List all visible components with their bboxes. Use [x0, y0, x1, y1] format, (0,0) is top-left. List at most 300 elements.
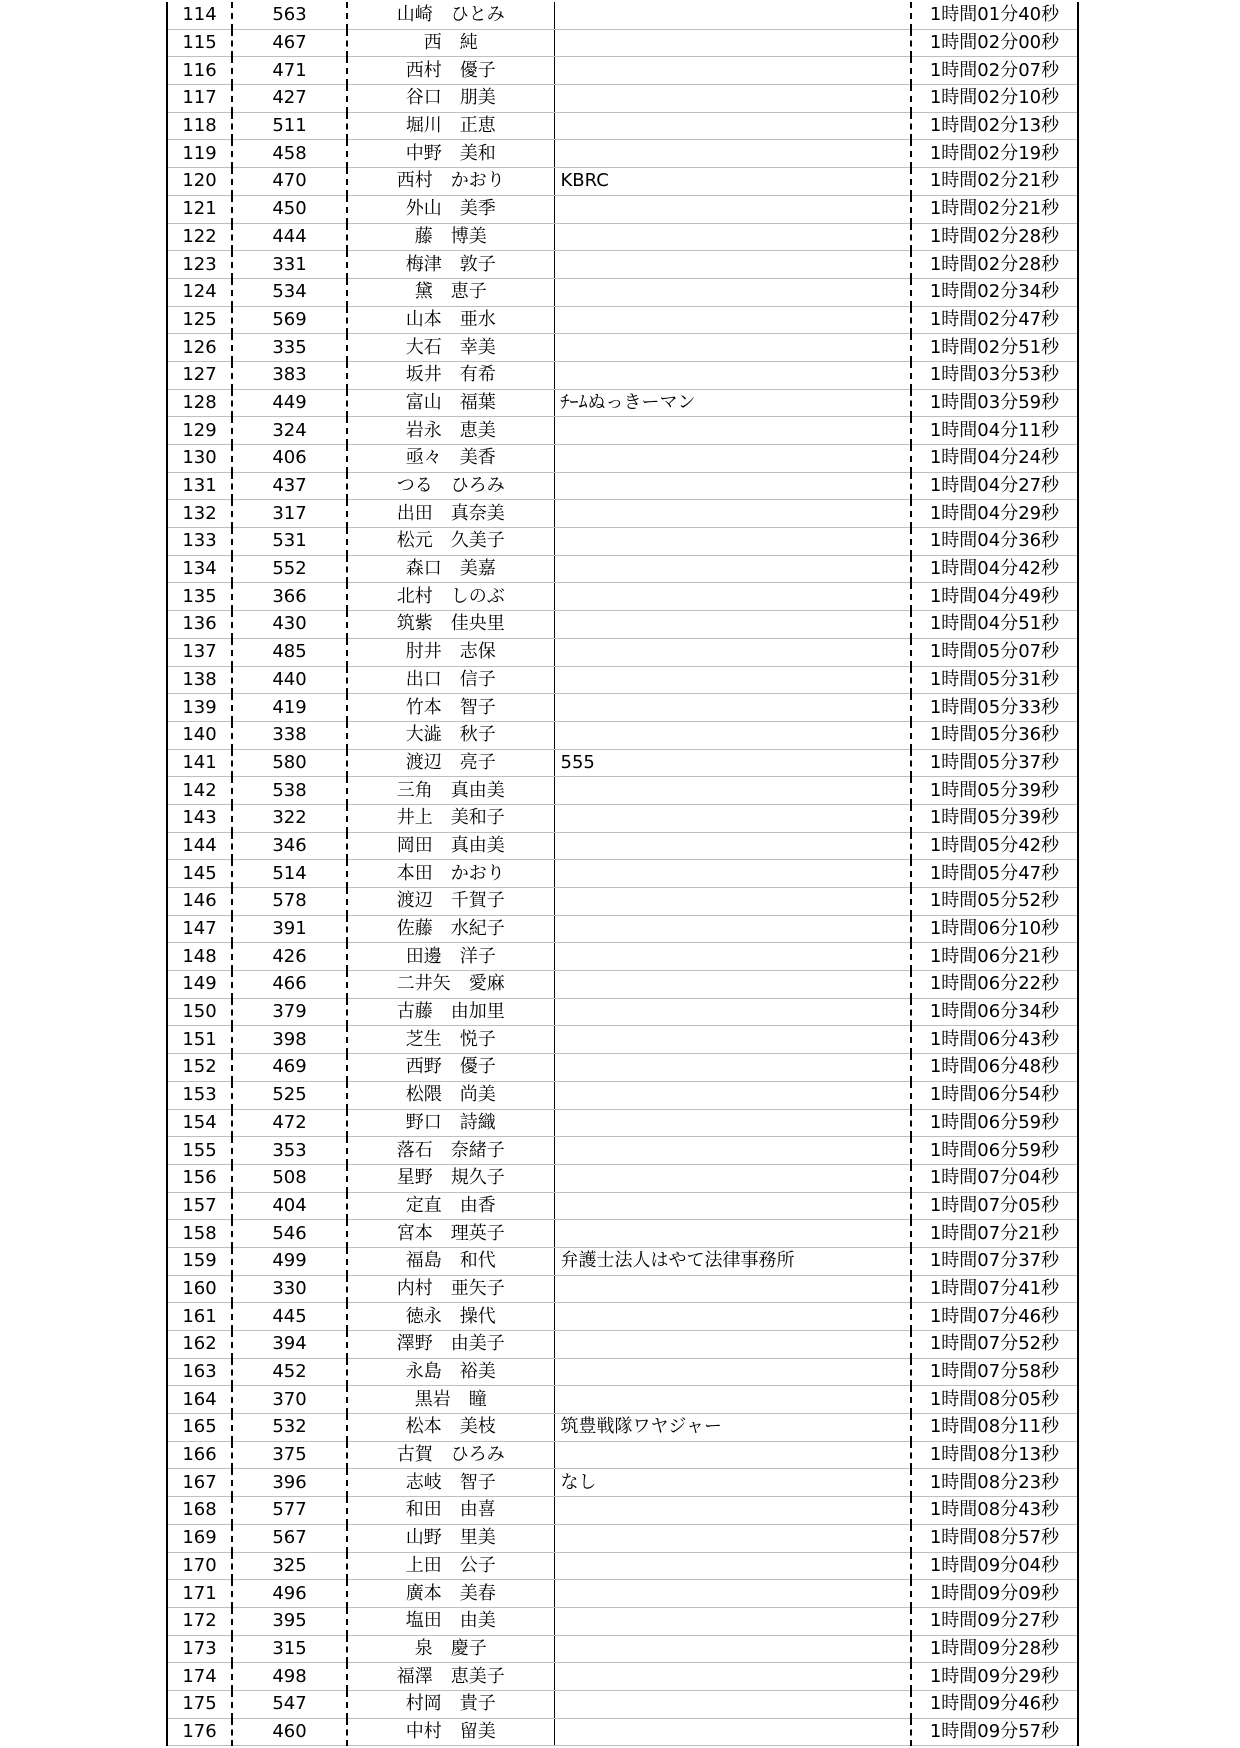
team-name-cell: 筑豊戦隊ワヤジャー [554, 1414, 911, 1442]
runner-name-cell: 古藤 由加里 [347, 998, 554, 1026]
table-row [167, 1580, 1078, 1608]
finish-time-cell: 1時間08分23秒 [911, 1469, 1078, 1497]
finish-time-cell: 1時間05分42秒 [911, 832, 1078, 860]
rank-cell: 131 [167, 472, 232, 500]
table-row [167, 85, 1078, 113]
table-row [167, 1220, 1078, 1248]
team-name-cell [554, 472, 911, 500]
rank-cell: 159 [167, 1247, 232, 1275]
team-name-cell [554, 528, 911, 556]
rank-cell: 158 [167, 1220, 232, 1248]
bib-number-cell: 335 [232, 334, 347, 362]
bib-number-cell: 534 [232, 278, 347, 306]
bib-number-cell: 394 [232, 1331, 347, 1359]
table-row [167, 1026, 1078, 1054]
bib-number-cell: 419 [232, 694, 347, 722]
team-name-cell [554, 29, 911, 57]
finish-time-cell: 1時間02分47秒 [911, 306, 1078, 334]
bib-number-cell: 577 [232, 1497, 347, 1525]
finish-time-cell: 1時間02分00秒 [911, 29, 1078, 57]
table-row [167, 1386, 1078, 1414]
team-name-cell [554, 417, 911, 445]
table-row [167, 1331, 1078, 1359]
runner-name-cell: 西村 優子 [347, 57, 554, 85]
runner-name-cell: 塩田 由美 [347, 1607, 554, 1635]
rank-cell: 160 [167, 1275, 232, 1303]
runner-name-cell: 竹本 智子 [347, 694, 554, 722]
bib-number-cell: 324 [232, 417, 347, 445]
bib-number-cell: 395 [232, 1607, 347, 1635]
rank-cell: 128 [167, 389, 232, 417]
table-row [167, 306, 1078, 334]
rank-cell: 176 [167, 1718, 232, 1746]
finish-time-cell: 1時間09分46秒 [911, 1690, 1078, 1718]
rank-cell: 117 [167, 85, 232, 113]
finish-time-cell: 1時間09分28秒 [911, 1635, 1078, 1663]
runner-name-cell: 泉 慶子 [347, 1635, 554, 1663]
team-name-cell [554, 1192, 911, 1220]
runner-name-cell: 大石 幸美 [347, 334, 554, 362]
bib-number-cell: 325 [232, 1552, 347, 1580]
bib-number-cell: 452 [232, 1358, 347, 1386]
table-row [167, 195, 1078, 223]
rank-cell: 147 [167, 915, 232, 943]
rank-cell: 148 [167, 943, 232, 971]
finish-time-cell: 1時間02分13秒 [911, 112, 1078, 140]
bib-number-cell: 472 [232, 1109, 347, 1137]
rank-cell: 171 [167, 1580, 232, 1608]
bib-number-cell: 496 [232, 1580, 347, 1608]
finish-time-cell: 1時間02分19秒 [911, 140, 1078, 168]
table-row [167, 832, 1078, 860]
team-name-cell [554, 1386, 911, 1414]
runner-name-cell: 西村 かおり [347, 168, 554, 196]
finish-time-cell: 1時間07分37秒 [911, 1247, 1078, 1275]
runner-name-cell: 本田 かおり [347, 860, 554, 888]
table-row [167, 915, 1078, 943]
finish-time-cell: 1時間04分11秒 [911, 417, 1078, 445]
rank-cell: 175 [167, 1690, 232, 1718]
table-row [167, 1552, 1078, 1580]
team-name-cell [554, 85, 911, 113]
finish-time-cell: 1時間04分27秒 [911, 472, 1078, 500]
team-name-cell [554, 1690, 911, 1718]
bib-number-cell: 404 [232, 1192, 347, 1220]
table-row [167, 888, 1078, 916]
finish-time-cell: 1時間07分52秒 [911, 1331, 1078, 1359]
runner-name-cell: 亟々 美香 [347, 445, 554, 473]
rank-cell: 156 [167, 1164, 232, 1192]
bib-number-cell: 426 [232, 943, 347, 971]
runner-name-cell: 井上 美和子 [347, 804, 554, 832]
runner-name-cell: 西 純 [347, 29, 554, 57]
runner-name-cell: 定直 由香 [347, 1192, 554, 1220]
finish-time-cell: 1時間06分10秒 [911, 915, 1078, 943]
team-name-cell [554, 1220, 911, 1248]
bib-number-cell: 552 [232, 555, 347, 583]
rank-cell: 167 [167, 1469, 232, 1497]
bib-number-cell: 445 [232, 1303, 347, 1331]
runner-name-cell: 佐藤 水紀子 [347, 915, 554, 943]
table-row [167, 140, 1078, 168]
team-name-cell: ﾁｰﾑぬっきーマン [554, 389, 911, 417]
finish-time-cell: 1時間06分59秒 [911, 1109, 1078, 1137]
runner-name-cell: 村岡 貴子 [347, 1690, 554, 1718]
rank-cell: 149 [167, 971, 232, 999]
table-row [167, 389, 1078, 417]
bib-number-cell: 317 [232, 500, 347, 528]
finish-time-cell: 1時間05分37秒 [911, 749, 1078, 777]
bib-number-cell: 467 [232, 29, 347, 57]
rank-cell: 134 [167, 555, 232, 583]
runner-name-cell: 外山 美季 [347, 195, 554, 223]
finish-time-cell: 1時間02分28秒 [911, 223, 1078, 251]
table-row [167, 2, 1078, 29]
finish-time-cell: 1時間07分41秒 [911, 1275, 1078, 1303]
bib-number-cell: 330 [232, 1275, 347, 1303]
finish-time-cell: 1時間08分43秒 [911, 1497, 1078, 1525]
finish-time-cell: 1時間09分27秒 [911, 1607, 1078, 1635]
rank-cell: 135 [167, 583, 232, 611]
runner-name-cell: つる ひろみ [347, 472, 554, 500]
table-row [167, 1497, 1078, 1525]
table-row [167, 749, 1078, 777]
results-table [166, 2, 1079, 1746]
rank-cell: 155 [167, 1137, 232, 1165]
team-name-cell [554, 445, 911, 473]
bib-number-cell: 567 [232, 1524, 347, 1552]
bib-number-cell: 379 [232, 998, 347, 1026]
table-row [167, 472, 1078, 500]
bib-number-cell: 383 [232, 361, 347, 389]
bib-number-cell: 508 [232, 1164, 347, 1192]
rank-cell: 172 [167, 1607, 232, 1635]
table-row [167, 1635, 1078, 1663]
finish-time-cell: 1時間06分21秒 [911, 943, 1078, 971]
finish-time-cell: 1時間07分21秒 [911, 1220, 1078, 1248]
runner-name-cell: 三角 真由美 [347, 777, 554, 805]
table-row [167, 721, 1078, 749]
team-name-cell [554, 888, 911, 916]
runner-name-cell: 中野 美和 [347, 140, 554, 168]
table-row [167, 555, 1078, 583]
finish-time-cell: 1時間08分57秒 [911, 1524, 1078, 1552]
bib-number-cell: 375 [232, 1441, 347, 1469]
runner-name-cell: 松隈 尚美 [347, 1081, 554, 1109]
finish-time-cell: 1時間04分42秒 [911, 555, 1078, 583]
table-row [167, 971, 1078, 999]
team-name-cell [554, 1303, 911, 1331]
finish-time-cell: 1時間04分51秒 [911, 611, 1078, 639]
team-name-cell [554, 943, 911, 971]
team-name-cell: 555 [554, 749, 911, 777]
finish-time-cell: 1時間04分29秒 [911, 500, 1078, 528]
rank-cell: 127 [167, 361, 232, 389]
runner-name-cell: 森口 美嘉 [347, 555, 554, 583]
table-row [167, 445, 1078, 473]
rank-cell: 145 [167, 860, 232, 888]
finish-time-cell: 1時間01分40秒 [911, 2, 1078, 29]
bib-number-cell: 499 [232, 1247, 347, 1275]
team-name-cell [554, 666, 911, 694]
rank-cell: 163 [167, 1358, 232, 1386]
runner-name-cell: 谷口 朋美 [347, 85, 554, 113]
table-row [167, 1663, 1078, 1691]
rank-cell: 173 [167, 1635, 232, 1663]
finish-time-cell: 1時間07分58秒 [911, 1358, 1078, 1386]
rank-cell: 166 [167, 1441, 232, 1469]
results-body [167, 2, 1078, 1746]
rank-cell: 123 [167, 251, 232, 279]
team-name-cell [554, 112, 911, 140]
finish-time-cell: 1時間07分46秒 [911, 1303, 1078, 1331]
finish-time-cell: 1時間05分31秒 [911, 666, 1078, 694]
finish-time-cell: 1時間02分10秒 [911, 85, 1078, 113]
runner-name-cell: 廣本 美春 [347, 1580, 554, 1608]
bib-number-cell: 391 [232, 915, 347, 943]
table-row [167, 500, 1078, 528]
finish-time-cell: 1時間06分59秒 [911, 1137, 1078, 1165]
runner-name-cell: 山野 里美 [347, 1524, 554, 1552]
runner-name-cell: 岩永 恵美 [347, 417, 554, 445]
team-name-cell [554, 57, 911, 85]
team-name-cell [554, 1718, 911, 1746]
runner-name-cell: 澤野 由美子 [347, 1331, 554, 1359]
rank-cell: 133 [167, 528, 232, 556]
finish-time-cell: 1時間04分24秒 [911, 445, 1078, 473]
runner-name-cell: 和田 由喜 [347, 1497, 554, 1525]
runner-name-cell: 上田 公子 [347, 1552, 554, 1580]
runner-name-cell: 坂井 有希 [347, 361, 554, 389]
table-row [167, 1247, 1078, 1275]
bib-number-cell: 460 [232, 1718, 347, 1746]
table-row [167, 57, 1078, 85]
bib-number-cell: 370 [232, 1386, 347, 1414]
team-name-cell [554, 1054, 911, 1082]
team-name-cell [554, 777, 911, 805]
runner-name-cell: 北村 しのぶ [347, 583, 554, 611]
table-row [167, 1690, 1078, 1718]
table-row [167, 1607, 1078, 1635]
bib-number-cell: 532 [232, 1414, 347, 1442]
team-name-cell [554, 1026, 911, 1054]
bib-number-cell: 449 [232, 389, 347, 417]
rank-cell: 124 [167, 278, 232, 306]
team-name-cell [554, 804, 911, 832]
runner-name-cell: 出田 真奈美 [347, 500, 554, 528]
finish-time-cell: 1時間08分05秒 [911, 1386, 1078, 1414]
finish-time-cell: 1時間05分39秒 [911, 777, 1078, 805]
runner-name-cell: 堀川 正恵 [347, 112, 554, 140]
table-row [167, 334, 1078, 362]
table-row [167, 29, 1078, 57]
table-row [167, 112, 1078, 140]
runner-name-cell: 渡辺 亮子 [347, 749, 554, 777]
finish-time-cell: 1時間06分34秒 [911, 998, 1078, 1026]
runner-name-cell: 宮本 理英子 [347, 1220, 554, 1248]
rank-cell: 139 [167, 694, 232, 722]
table-row [167, 1303, 1078, 1331]
finish-time-cell: 1時間09分57秒 [911, 1718, 1078, 1746]
finish-time-cell: 1時間07分04秒 [911, 1164, 1078, 1192]
team-name-cell [554, 1081, 911, 1109]
rank-cell: 118 [167, 112, 232, 140]
table-row [167, 694, 1078, 722]
runner-name-cell: 星野 規久子 [347, 1164, 554, 1192]
table-row [167, 1414, 1078, 1442]
rank-cell: 132 [167, 500, 232, 528]
bib-number-cell: 469 [232, 1054, 347, 1082]
table-row [167, 998, 1078, 1026]
team-name-cell [554, 334, 911, 362]
table-row [167, 1137, 1078, 1165]
finish-time-cell: 1時間09分29秒 [911, 1663, 1078, 1691]
team-name-cell [554, 500, 911, 528]
finish-time-cell: 1時間03分59秒 [911, 389, 1078, 417]
runner-name-cell: 梅津 敦子 [347, 251, 554, 279]
bib-number-cell: 338 [232, 721, 347, 749]
runner-name-cell: 岡田 真由美 [347, 832, 554, 860]
bib-number-cell: 322 [232, 804, 347, 832]
bib-number-cell: 546 [232, 1220, 347, 1248]
table-row [167, 804, 1078, 832]
team-name-cell [554, 1607, 911, 1635]
team-name-cell [554, 306, 911, 334]
team-name-cell: なし [554, 1469, 911, 1497]
team-name-cell [554, 1497, 911, 1525]
team-name-cell [554, 140, 911, 168]
rank-cell: 164 [167, 1386, 232, 1414]
team-name-cell [554, 1552, 911, 1580]
rank-cell: 169 [167, 1524, 232, 1552]
rank-cell: 126 [167, 334, 232, 362]
runner-name-cell: 筑紫 佳央里 [347, 611, 554, 639]
bib-number-cell: 514 [232, 860, 347, 888]
bib-number-cell: 430 [232, 611, 347, 639]
bib-number-cell: 346 [232, 832, 347, 860]
bib-number-cell: 531 [232, 528, 347, 556]
finish-time-cell: 1時間07分05秒 [911, 1192, 1078, 1220]
finish-time-cell: 1時間02分51秒 [911, 334, 1078, 362]
team-name-cell [554, 638, 911, 666]
runner-name-cell: 野口 詩織 [347, 1109, 554, 1137]
runner-name-cell: 富山 福葉 [347, 389, 554, 417]
table-row [167, 1275, 1078, 1303]
bib-number-cell: 466 [232, 971, 347, 999]
table-row [167, 666, 1078, 694]
team-name-cell [554, 611, 911, 639]
rank-cell: 143 [167, 804, 232, 832]
runner-name-cell: 古賀 ひろみ [347, 1441, 554, 1469]
rank-cell: 142 [167, 777, 232, 805]
rank-cell: 174 [167, 1663, 232, 1691]
team-name-cell [554, 361, 911, 389]
rank-cell: 162 [167, 1331, 232, 1359]
table-row [167, 278, 1078, 306]
team-name-cell [554, 998, 911, 1026]
rank-cell: 137 [167, 638, 232, 666]
finish-time-cell: 1時間08分13秒 [911, 1441, 1078, 1469]
team-name-cell [554, 1137, 911, 1165]
bib-number-cell: 547 [232, 1690, 347, 1718]
table-row [167, 168, 1078, 196]
bib-number-cell: 470 [232, 168, 347, 196]
runner-name-cell: 西野 優子 [347, 1054, 554, 1082]
rank-cell: 130 [167, 445, 232, 473]
rank-cell: 161 [167, 1303, 232, 1331]
team-name-cell [554, 583, 911, 611]
bib-number-cell: 450 [232, 195, 347, 223]
finish-time-cell: 1時間06分22秒 [911, 971, 1078, 999]
bib-number-cell: 578 [232, 888, 347, 916]
table-row [167, 251, 1078, 279]
table-row [167, 1469, 1078, 1497]
team-name-cell [554, 721, 911, 749]
finish-time-cell: 1時間06分54秒 [911, 1081, 1078, 1109]
rank-cell: 120 [167, 168, 232, 196]
bib-number-cell: 538 [232, 777, 347, 805]
bib-number-cell: 406 [232, 445, 347, 473]
runner-name-cell: 田邊 洋子 [347, 943, 554, 971]
rank-cell: 146 [167, 888, 232, 916]
table-row [167, 223, 1078, 251]
finish-time-cell: 1時間09分04秒 [911, 1552, 1078, 1580]
table-row [167, 638, 1078, 666]
bib-number-cell: 471 [232, 57, 347, 85]
bib-number-cell: 437 [232, 472, 347, 500]
finish-time-cell: 1時間02分34秒 [911, 278, 1078, 306]
finish-time-cell: 1時間02分07秒 [911, 57, 1078, 85]
runner-name-cell: 二井矢 愛麻 [347, 971, 554, 999]
runner-name-cell: 出口 信子 [347, 666, 554, 694]
finish-time-cell: 1時間05分33秒 [911, 694, 1078, 722]
runner-name-cell: 芝生 悦子 [347, 1026, 554, 1054]
bib-number-cell: 569 [232, 306, 347, 334]
rank-cell: 121 [167, 195, 232, 223]
runner-name-cell: 落石 奈緒子 [347, 1137, 554, 1165]
rank-cell: 150 [167, 998, 232, 1026]
team-name-cell [554, 1358, 911, 1386]
bib-number-cell: 315 [232, 1635, 347, 1663]
table-row [167, 943, 1078, 971]
runner-name-cell: 松本 美枝 [347, 1414, 554, 1442]
team-name-cell [554, 694, 911, 722]
finish-time-cell: 1時間05分47秒 [911, 860, 1078, 888]
bib-number-cell: 444 [232, 223, 347, 251]
runner-name-cell: 黒岩 瞳 [347, 1386, 554, 1414]
rank-cell: 144 [167, 832, 232, 860]
finish-time-cell: 1時間05分07秒 [911, 638, 1078, 666]
runner-name-cell: 松元 久美子 [347, 528, 554, 556]
finish-time-cell: 1時間03分53秒 [911, 361, 1078, 389]
finish-time-cell: 1時間06分43秒 [911, 1026, 1078, 1054]
team-name-cell [554, 1580, 911, 1608]
bib-number-cell: 458 [232, 140, 347, 168]
rank-cell: 129 [167, 417, 232, 445]
runner-name-cell: 大澁 秋子 [347, 721, 554, 749]
bib-number-cell: 485 [232, 638, 347, 666]
finish-time-cell: 1時間02分21秒 [911, 168, 1078, 196]
table-row [167, 361, 1078, 389]
rank-cell: 141 [167, 749, 232, 777]
bib-number-cell: 511 [232, 112, 347, 140]
table-row [167, 1081, 1078, 1109]
team-name-cell [554, 860, 911, 888]
finish-time-cell: 1時間04分49秒 [911, 583, 1078, 611]
team-name-cell [554, 971, 911, 999]
rank-cell: 165 [167, 1414, 232, 1442]
rank-cell: 114 [167, 2, 232, 29]
